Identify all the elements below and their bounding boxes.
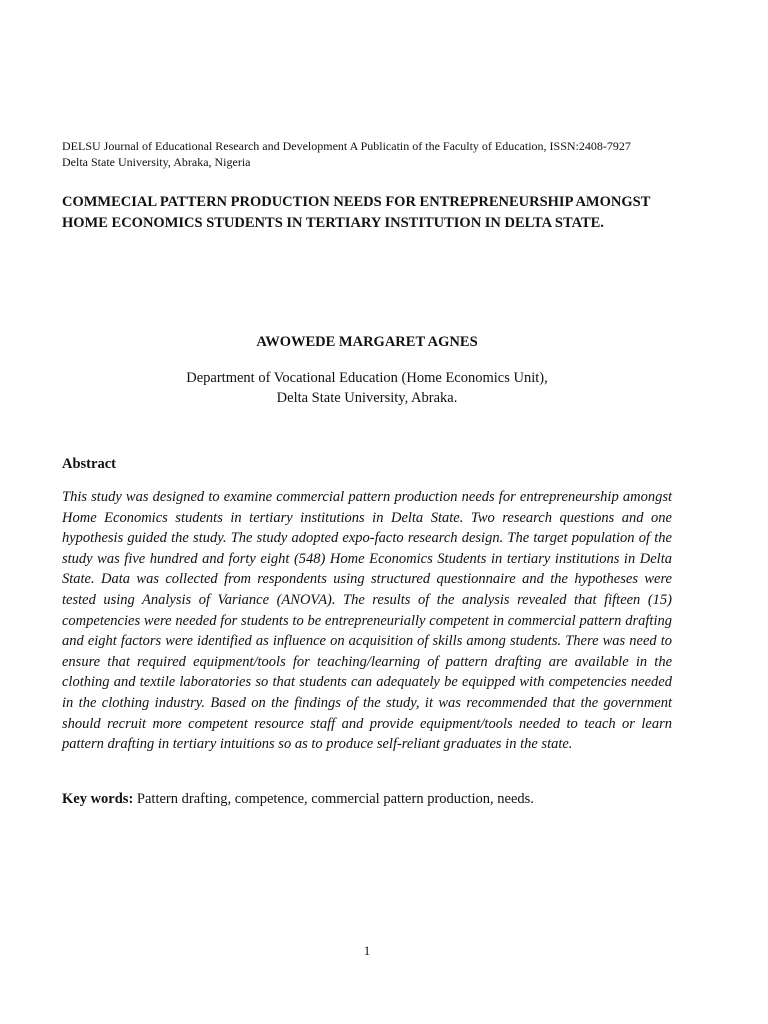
keywords bbox=[62, 789, 682, 809]
keywords-text: Pattern drafting, competence, commercial pattern production, needs. bbox=[133, 791, 534, 807]
institution-line: Delta State University, Abraka, Nigeria bbox=[62, 155, 251, 169]
affiliation-line-2: Delta State University, Abraka. bbox=[276, 390, 458, 406]
journal-line: DELSU Journal of Educational Research and Development A Publicatin of the Faculty of Education, ISSN:2408-7927 bbox=[62, 139, 631, 153]
author-affiliation bbox=[0, 368, 734, 408]
affiliation-line-1: Department of Vocational Education (Home Economics Unit), bbox=[186, 370, 548, 386]
paper-title: COMMECIAL PATTERN PRODUCTION NEEDS FOR ENTREPRENEURSHIP AMONGST HOME ECONOMICS STUDENTS IN TERTIARY INSTITUTION IN DELTA STATE. bbox=[62, 194, 651, 231]
journal-header bbox=[62, 138, 702, 170]
abstract-heading: Abstract bbox=[62, 456, 116, 472]
author-name: AWOWEDE MARGARET AGNES bbox=[256, 334, 478, 350]
page-number: 1 bbox=[363, 943, 371, 958]
keywords-label: Key words: bbox=[62, 791, 134, 807]
abstract-body: This study was designed to examine commercial pattern production needs for entrepreneurship amongst Home Economics students in tertiary institutions in Delta State. Two research questions and one hypothesis guided the study. The study adopted expo-facto research design. The target population of the study was five hundred and forty eight (548) Home Economics Students in tertiary institutions in Delta State. Data was collected from respondents using structured questionnaire and the hypotheses were tested using Analysis of Variance (ANOVA). The results of the analysis revealed that fifteen (15) competencies were needed for students to be entrepreneurially competent in commercial pattern drafting and eight factors were identified as influence on acquisition of skills among students. There was need to ensure that required equipment/tools for teaching/learning of pattern drafting are available in the clothing and textile laboratories so that students can adequately be equipped with competencies needed in the clothing industry. Based on the findings of the study, it was recommended that the government should recruit more competent resource staff and provide equipment/tools needed to teach or learn pattern drafting in tertiary intuitions so as to produce self-reliant graduates in the state. bbox=[62, 489, 672, 753]
